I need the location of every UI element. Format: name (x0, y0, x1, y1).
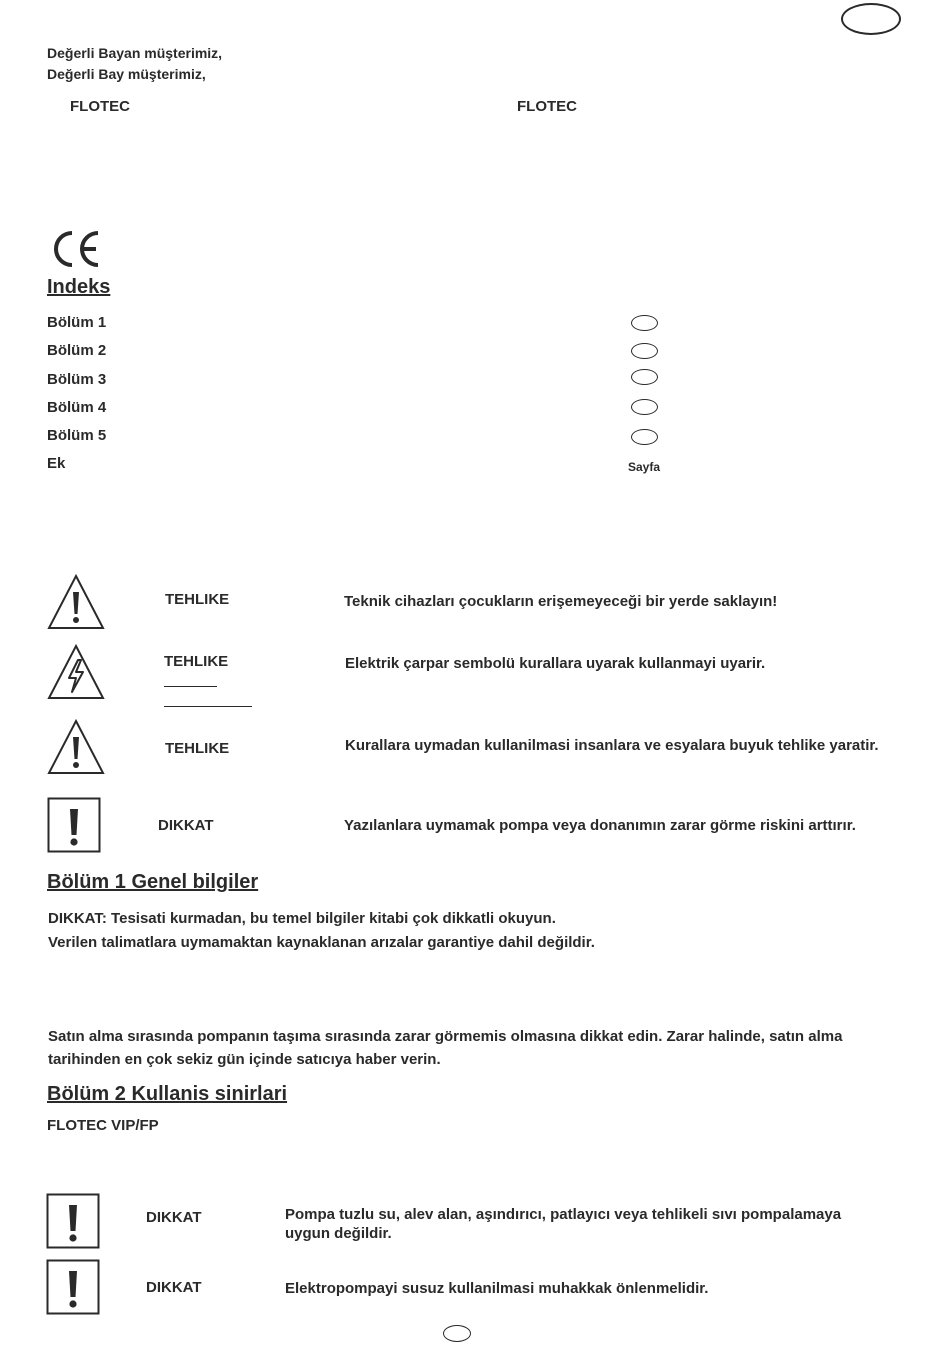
greeting-line-2: Değerli Bay müşterimiz, (47, 66, 206, 82)
symbol-4-label: DIKKAT (158, 817, 214, 834)
section-2-warning-2-line-1: Elektropompayi susuz kullanilmasi muhakkak önlenmelidir. (285, 1280, 709, 1297)
index-page-oval-2 (631, 343, 658, 359)
section-2-warning-1-line-1: Pompa tuzlu su, alev alan, aşındırıcı, patlayıcı veya tehlikeli sıvı pompalamaya (285, 1206, 842, 1223)
section-1-para-2-line-1: Satın alma sırasında pompanın taşıma sırasında zarar görmemis olmasına dikkat edin. Zarar halinde, satın alma (48, 1028, 843, 1045)
symbol-3-label: TEHLIKE (165, 740, 230, 757)
section-1-para-1-line-2: Verilen talimatlara uymamaktan kaynaklanan arızalar garantiye dahil değildir. (48, 934, 595, 951)
brand-right: FLOTEC (517, 98, 577, 115)
section-2-warning-1-label: DIKKAT (146, 1209, 202, 1226)
index-item-bolum-2: Bölüm 2 (47, 342, 107, 359)
warning-triangle-icon (47, 719, 105, 775)
symbol-1-label: TEHLIKE (165, 591, 230, 608)
section-2-model: FLOTEC VIP/FP (47, 1117, 159, 1134)
section-1-para-1-line-1: DIKKAT: Tesisati kurmadan, bu temel bilgiler kitabi çok dikkatli okuyun. (48, 910, 556, 927)
section-1-para-2-line-2: tarihinden en çok sekiz gün içinde satıcıya haber verin. (48, 1051, 441, 1068)
index-item-bolum-3: Bölüm 3 (47, 371, 107, 388)
symbol-3-text: Kurallara uymadan kullanilmasi insanlara ve esyalara buyuk tehlike yaratir. (345, 737, 879, 754)
symbol-4-text: Yazılanlara uymamak pompa veya donanımın zarar görme riskini arttırır. (344, 817, 856, 834)
section-2-title: Bölüm 2 Kullanis sinirlari (47, 1083, 288, 1105)
index-item-ek: Ek (47, 455, 66, 472)
symbol-2-text: Elektrik çarpar sembolü kurallara uyarak kullanmayi uyarir. (345, 655, 766, 672)
ce-mark-logo (50, 230, 102, 268)
caution-square-icon (46, 1193, 100, 1249)
section-2-warning-1-line-2: uygun değildir. (285, 1225, 392, 1242)
electric-hazard-icon (47, 644, 105, 700)
caution-square-icon (47, 797, 101, 853)
index-title: Indeks (47, 276, 111, 298)
index-page-oval-3 (631, 369, 658, 385)
caution-square-icon (46, 1259, 100, 1315)
index-page-label: Sayfa (628, 460, 661, 474)
section-2-warning-2-label: DIKKAT (146, 1279, 202, 1296)
index-item-bolum-1: Bölüm 1 (47, 314, 107, 331)
section-1-title: Bölüm 1 Genel bilgiler (47, 871, 259, 893)
index-page-oval-5 (631, 429, 658, 445)
warning-triangle-icon (47, 574, 105, 630)
index-item-bolum-5: Bölüm 5 (47, 427, 107, 444)
brand-left: FLOTEC (70, 98, 130, 115)
index-page-oval-1 (631, 315, 658, 331)
symbol-2-underline-long (164, 706, 252, 707)
symbol-2-label: TEHLIKE (164, 653, 229, 670)
index-item-bolum-4: Bölüm 4 (47, 399, 107, 416)
page-number-oval (443, 1325, 471, 1342)
symbol-2-underline-short (164, 686, 217, 687)
greeting-line-1: Değerli Bayan müşterimiz, (47, 45, 223, 61)
index-page-oval-4 (631, 399, 658, 415)
symbol-1-text: Teknik cihazları çocukların erişemeyeceği bir yerde saklayın! (344, 593, 778, 610)
language-oval (841, 3, 901, 35)
